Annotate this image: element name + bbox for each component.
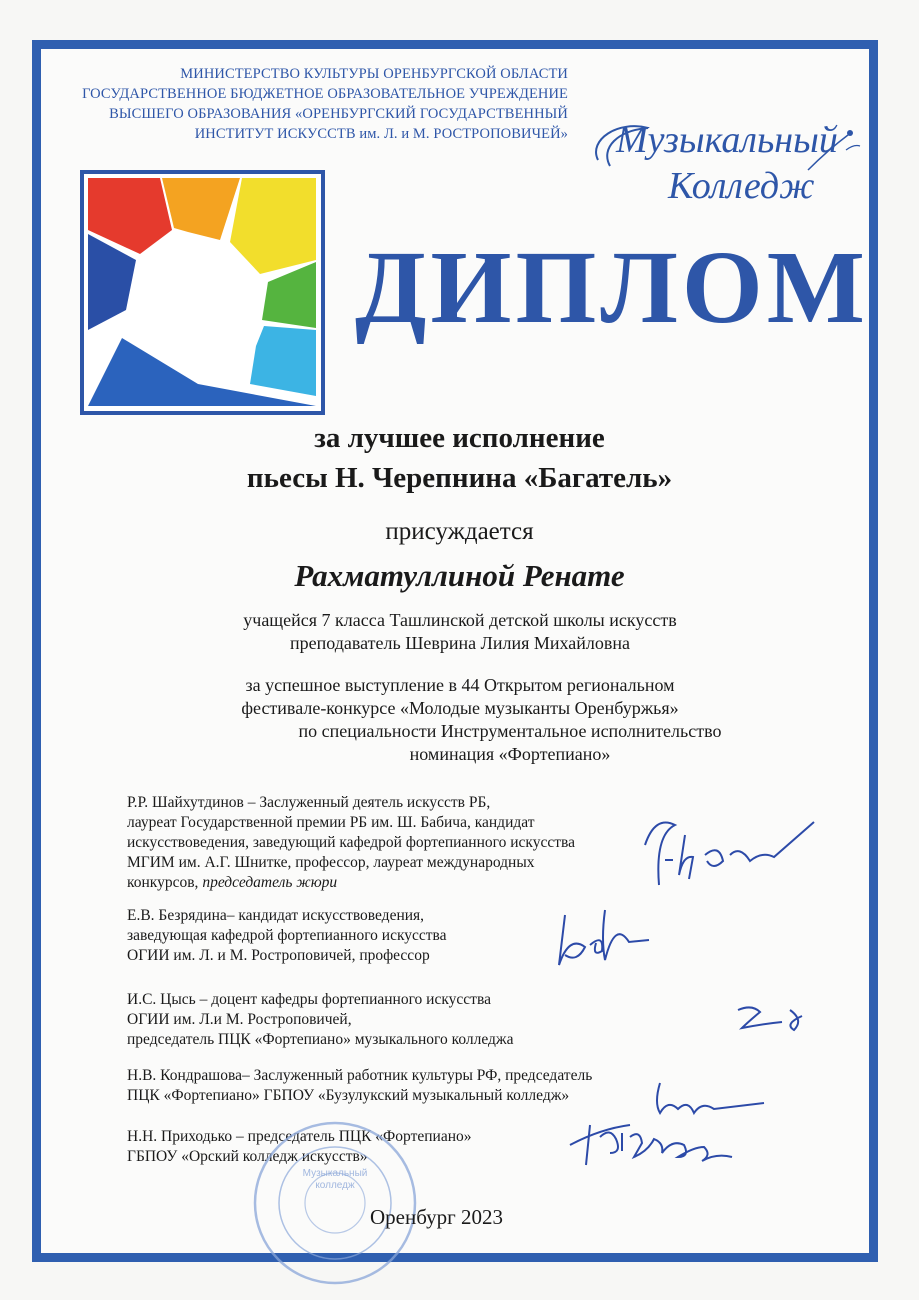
stamp-seal (250, 1118, 420, 1288)
jury-line: МГИМ им. А.Г. Шнитке, профессор, лауреат международных (127, 854, 535, 871)
awarded-label: присуждается (385, 518, 534, 545)
jury-line: И.С. Цысь – доцент кафедры фортепианного искусства (127, 991, 491, 1008)
svg-text:колледж: колледж (315, 1180, 355, 1191)
jury-line: искусствоведения, заведующий кафедрой фортепианного искусства (127, 834, 576, 851)
reason-line-2: фестивале-конкурсе «Молодые музыканты Оренбуржья» (241, 698, 679, 718)
header-line: ГОСУДАРСТВЕННОЕ БЮДЖЕТНОЕ ОБРАЗОВАТЕЛЬНОЕ УЧРЕЖДЕНИЕ (82, 86, 568, 102)
college-logo (578, 100, 868, 220)
svg-text:Музыкальный: Музыкальный (302, 1168, 368, 1179)
signature-3 (730, 995, 820, 1040)
award-line-2: пьесы Н. Черепнина «Багатель» (246, 462, 673, 494)
jury-line: лауреат Государственной премии РБ им. Ш. Бабича, кандидат (127, 814, 535, 831)
jury-line: Н.В. Кондрашова– Заслуженный работник культуры РФ, председатель (127, 1067, 593, 1084)
issuer-header (48, 64, 568, 144)
header-line: ВЫСШЕГО ОБРАЗОВАНИЯ «ОРЕНБУРГСКИЙ ГОСУДАРСТВЕННЫЙ (109, 106, 568, 122)
jury-line-text: конкурсов, (127, 874, 203, 891)
jury-line: председатель ПЦК «Фортепиано» музыкального колледжа (127, 1031, 514, 1048)
jury-role: председатель жюри (202, 874, 338, 891)
jury-line (127, 873, 575, 893)
signature-1 (635, 805, 825, 900)
svg-text:Музыкальный: Музыкальный (616, 119, 838, 161)
jury-line: ПЦК «Фортепиано» ГБПОУ «Бузулукский музыкальный колледж» (127, 1087, 570, 1104)
city-year: Оренбург 2023 (370, 1205, 503, 1229)
jury-line: Р.Р. Шайхутдинов – Заслуженный деятель искусств РБ, (127, 794, 491, 811)
svg-text:Колледж: Колледж (668, 165, 815, 207)
jury-line: Н.Н. Приходько – председатель ПЦК «Фортепиано» (127, 1128, 472, 1145)
recipient-name: Рахматуллиной Ренате (294, 558, 625, 593)
jury-line: ГБПОУ «Орский колледж искусств» (127, 1148, 368, 1165)
jury-line: Е.В. Безрядина– кандидат искусствоведения, (127, 907, 425, 924)
jury-member-1 (127, 793, 575, 893)
diploma-title: ДИПЛОМ (355, 230, 869, 345)
header-line: ИНСТИТУТ ИСКУССТВ им. Л. и М. РОСТРОПОВИЧЕЙ» (194, 126, 568, 142)
award-line-1: за лучшее исполнение (314, 422, 605, 454)
reason-line-3: по специальности Инструментальное исполнительство (298, 721, 722, 741)
institute-emblem (80, 170, 325, 415)
jury-member-3 (127, 990, 514, 1050)
jury-member-2 (127, 906, 447, 966)
signature-2 (545, 895, 655, 975)
reason-line-1: за успешное выступление в 44 Открытом региональном (245, 675, 675, 695)
reason-line-4: номинация «Фортепиано» (409, 744, 611, 764)
signature-4-5 (560, 1075, 790, 1170)
jury-line: заведующая кафедрой фортепианного искусства (127, 927, 447, 944)
student-line-1: учащейся 7 класса Ташлинской детской школы искусств (243, 610, 677, 630)
teacher-line: преподаватель Шеврина Лилия Михайловна (290, 633, 630, 653)
jury-line: ОГИИ им. Л. и М. Ростроповичей, профессор (127, 947, 430, 964)
jury-line: ОГИИ им. Л.и М. Ростроповичей, (127, 1011, 352, 1028)
header-line: МИНИСТЕРСТВО КУЛЬТУРЫ ОРЕНБУРГСКОЙ ОБЛАСТИ (180, 66, 568, 82)
jury-member-4 (127, 1066, 592, 1106)
